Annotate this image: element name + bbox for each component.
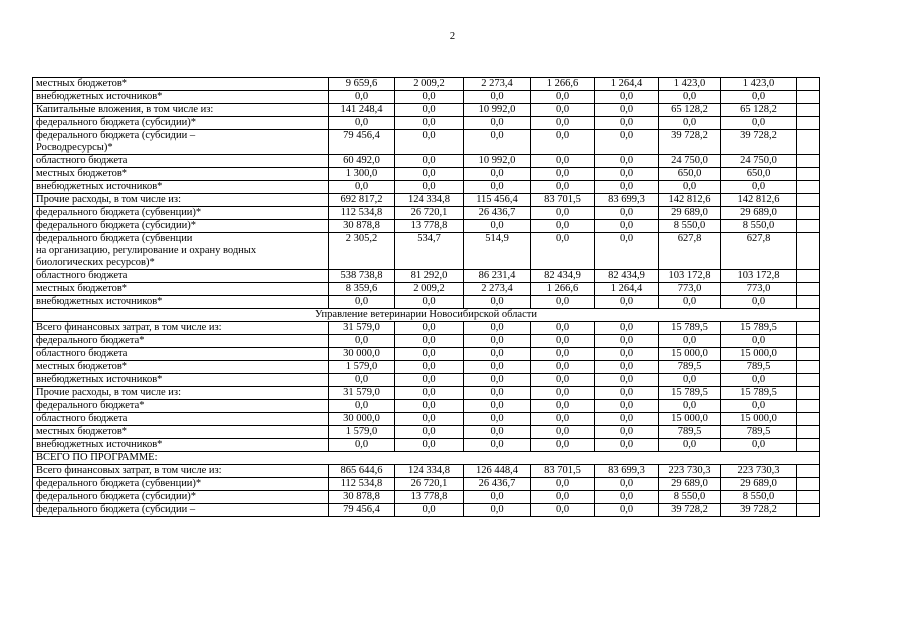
value-cell: [797, 296, 820, 309]
value-cell: 15 789,5: [659, 322, 721, 335]
value-cell: 31 579,0: [329, 322, 395, 335]
table-row: [33, 348, 820, 361]
value-cell: 24 750,0: [659, 155, 721, 168]
value-cell: 0,0: [659, 439, 721, 452]
value-cell: 0,0: [721, 335, 797, 348]
value-cell: 538 738,8: [329, 270, 395, 283]
value-cell: 0,0: [531, 504, 595, 517]
value-cell: 0,0: [531, 168, 595, 181]
value-cell: 30 000,0: [329, 348, 395, 361]
value-cell: 112 534,8: [329, 207, 395, 220]
table-row: [33, 168, 820, 181]
value-cell: 29 689,0: [721, 478, 797, 491]
value-cell: [797, 117, 820, 130]
value-cell: 0,0: [595, 374, 659, 387]
table-row: [33, 220, 820, 233]
value-cell: 0,0: [531, 361, 595, 374]
value-cell: 0,0: [464, 413, 531, 426]
value-cell: 0,0: [595, 296, 659, 309]
value-cell: 1 264,4: [595, 283, 659, 296]
value-cell: [797, 400, 820, 413]
row-label: Всего финансовых затрат, в том числе из:: [33, 322, 329, 335]
value-cell: 627,8: [659, 233, 721, 270]
row-label: местных бюджетов*: [33, 78, 329, 91]
row-label: внебюджетных источников*: [33, 91, 329, 104]
value-cell: 0,0: [595, 91, 659, 104]
value-cell: 0,0: [464, 374, 531, 387]
value-cell: 112 534,8: [329, 478, 395, 491]
value-cell: 39 728,2: [721, 504, 797, 517]
value-cell: 0,0: [531, 296, 595, 309]
value-cell: 0,0: [531, 155, 595, 168]
value-cell: [797, 91, 820, 104]
value-cell: 1 423,0: [721, 78, 797, 91]
table-row: [33, 91, 820, 104]
value-cell: 2 009,2: [395, 78, 464, 91]
value-cell: 0,0: [721, 91, 797, 104]
value-cell: [797, 104, 820, 117]
value-cell: 0,0: [329, 296, 395, 309]
table-row: [33, 426, 820, 439]
row-label: областного бюджета: [33, 348, 329, 361]
value-cell: 0,0: [464, 335, 531, 348]
value-cell: 1 423,0: [659, 78, 721, 91]
value-cell: 1 579,0: [329, 426, 395, 439]
value-cell: [797, 322, 820, 335]
value-cell: 0,0: [464, 91, 531, 104]
value-cell: 0,0: [395, 413, 464, 426]
value-cell: 79 456,4: [329, 130, 395, 155]
value-cell: 0,0: [395, 181, 464, 194]
value-cell: 0,0: [595, 400, 659, 413]
value-cell: 0,0: [721, 117, 797, 130]
value-cell: [797, 78, 820, 91]
value-cell: 15 000,0: [659, 413, 721, 426]
row-label: федерального бюджета (субвенции)*: [33, 207, 329, 220]
row-label: Капитальные вложения, в том числе из:: [33, 104, 329, 117]
row-label: областного бюджета: [33, 155, 329, 168]
value-cell: 0,0: [531, 491, 595, 504]
value-cell: [797, 130, 820, 155]
value-cell: 0,0: [595, 335, 659, 348]
value-cell: 0,0: [395, 426, 464, 439]
value-cell: 0,0: [464, 361, 531, 374]
value-cell: 82 434,9: [595, 270, 659, 283]
row-label: местных бюджетов*: [33, 283, 329, 296]
value-cell: [797, 491, 820, 504]
value-cell: 0,0: [395, 91, 464, 104]
value-cell: 15 789,5: [721, 387, 797, 400]
value-cell: 0,0: [531, 387, 595, 400]
value-cell: 31 579,0: [329, 387, 395, 400]
value-cell: 15 789,5: [659, 387, 721, 400]
value-cell: 0,0: [464, 400, 531, 413]
table-row: [33, 335, 820, 348]
value-cell: 0,0: [531, 220, 595, 233]
value-cell: 0,0: [329, 400, 395, 413]
value-cell: 0,0: [595, 478, 659, 491]
value-cell: 627,8: [721, 233, 797, 270]
value-cell: 789,5: [721, 426, 797, 439]
value-cell: 0,0: [531, 91, 595, 104]
value-cell: 26 436,7: [464, 478, 531, 491]
value-cell: 692 817,2: [329, 194, 395, 207]
value-cell: 83 701,5: [531, 465, 595, 478]
row-label: федерального бюджета (субсидии)*: [33, 117, 329, 130]
table-row: [33, 104, 820, 117]
budget-table: [32, 77, 820, 517]
row-label: местных бюджетов*: [33, 426, 329, 439]
value-cell: 29 689,0: [659, 207, 721, 220]
section-header-row: [33, 309, 820, 322]
value-cell: 30 878,8: [329, 220, 395, 233]
value-cell: 30 000,0: [329, 413, 395, 426]
value-cell: 534,7: [395, 233, 464, 270]
value-cell: 82 434,9: [531, 270, 595, 283]
value-cell: 1 579,0: [329, 361, 395, 374]
value-cell: 2 305,2: [329, 233, 395, 270]
table-row: [33, 233, 820, 270]
table-row: [33, 387, 820, 400]
value-cell: 65 128,2: [659, 104, 721, 117]
value-cell: 0,0: [531, 439, 595, 452]
row-label: Прочие расходы, в том числе из:: [33, 387, 329, 400]
value-cell: 0,0: [595, 233, 659, 270]
row-label: внебюджетных источников*: [33, 296, 329, 309]
value-cell: [797, 207, 820, 220]
value-cell: 0,0: [595, 413, 659, 426]
table-row: [33, 130, 820, 155]
row-label: федерального бюджета (субсидии)*: [33, 220, 329, 233]
value-cell: 0,0: [464, 426, 531, 439]
value-cell: 0,0: [329, 439, 395, 452]
value-cell: [797, 233, 820, 270]
value-cell: 0,0: [464, 348, 531, 361]
value-cell: [797, 504, 820, 517]
value-cell: 0,0: [464, 322, 531, 335]
row-label: федерального бюджета*: [33, 400, 329, 413]
value-cell: 0,0: [395, 400, 464, 413]
value-cell: 0,0: [329, 181, 395, 194]
table-row: [33, 181, 820, 194]
row-label: внебюджетных источников*: [33, 374, 329, 387]
table-row: [33, 270, 820, 283]
value-cell: 0,0: [464, 220, 531, 233]
value-cell: 0,0: [464, 130, 531, 155]
page-number: 2: [449, 31, 456, 42]
value-cell: 86 231,4: [464, 270, 531, 283]
value-cell: 0,0: [395, 504, 464, 517]
value-cell: 0,0: [531, 348, 595, 361]
value-cell: 0,0: [531, 426, 595, 439]
value-cell: 0,0: [464, 491, 531, 504]
value-cell: 0,0: [595, 220, 659, 233]
value-cell: 0,0: [531, 335, 595, 348]
value-cell: 103 172,8: [659, 270, 721, 283]
value-cell: 0,0: [721, 400, 797, 413]
value-cell: 26 720,1: [395, 478, 464, 491]
value-cell: [797, 181, 820, 194]
value-cell: 124 334,8: [395, 194, 464, 207]
value-cell: 29 689,0: [721, 207, 797, 220]
value-cell: 60 492,0: [329, 155, 395, 168]
value-cell: 0,0: [595, 104, 659, 117]
table-row: [33, 413, 820, 426]
value-cell: 15 000,0: [721, 413, 797, 426]
value-cell: 0,0: [464, 181, 531, 194]
value-cell: 103 172,8: [721, 270, 797, 283]
row-label: федерального бюджета (субвенции на организацию, регулирование и охрану водных биологических ресурсов)*: [33, 233, 329, 270]
value-cell: [797, 374, 820, 387]
row-label: федерального бюджета (субвенции)*: [33, 478, 329, 491]
value-cell: 124 334,8: [395, 465, 464, 478]
table-row: [33, 194, 820, 207]
value-cell: 0,0: [659, 374, 721, 387]
value-cell: 0,0: [595, 387, 659, 400]
value-cell: 0,0: [395, 361, 464, 374]
value-cell: 650,0: [659, 168, 721, 181]
value-cell: 30 878,8: [329, 491, 395, 504]
row-label: федерального бюджета (субсидии – Росводресурсы)*: [33, 130, 329, 155]
value-cell: 13 778,8: [395, 220, 464, 233]
value-cell: 0,0: [329, 374, 395, 387]
value-cell: 0,0: [464, 117, 531, 130]
value-cell: 0,0: [595, 348, 659, 361]
value-cell: 0,0: [531, 130, 595, 155]
value-cell: 26 436,7: [464, 207, 531, 220]
value-cell: 9 659,6: [329, 78, 395, 91]
value-cell: 789,5: [659, 426, 721, 439]
value-cell: 0,0: [595, 361, 659, 374]
value-cell: 0,0: [531, 400, 595, 413]
value-cell: 0,0: [659, 91, 721, 104]
value-cell: 0,0: [595, 207, 659, 220]
value-cell: 789,5: [721, 361, 797, 374]
value-cell: 0,0: [595, 439, 659, 452]
row-label: Всего финансовых затрат, в том числе из:: [33, 465, 329, 478]
value-cell: 0,0: [395, 168, 464, 181]
value-cell: [797, 194, 820, 207]
table-row: [33, 155, 820, 168]
value-cell: 0,0: [329, 335, 395, 348]
value-cell: 2 273,4: [464, 283, 531, 296]
value-cell: 8 550,0: [659, 491, 721, 504]
value-cell: 15 000,0: [721, 348, 797, 361]
value-cell: 0,0: [395, 117, 464, 130]
value-cell: 0,0: [329, 117, 395, 130]
value-cell: [797, 426, 820, 439]
value-cell: 0,0: [395, 104, 464, 117]
row-label: областного бюджета: [33, 270, 329, 283]
value-cell: 0,0: [721, 439, 797, 452]
value-cell: 650,0: [721, 168, 797, 181]
value-cell: 0,0: [721, 374, 797, 387]
section-header-row: [33, 452, 820, 465]
value-cell: 0,0: [531, 413, 595, 426]
value-cell: 1 266,6: [531, 78, 595, 91]
value-cell: [797, 168, 820, 181]
value-cell: 0,0: [395, 374, 464, 387]
value-cell: 0,0: [595, 322, 659, 335]
table-row: [33, 400, 820, 413]
table-row: [33, 491, 820, 504]
value-cell: 1 264,4: [595, 78, 659, 91]
value-cell: 13 778,8: [395, 491, 464, 504]
budget-table-body: [33, 78, 820, 517]
row-label: областного бюджета: [33, 413, 329, 426]
value-cell: 10 992,0: [464, 155, 531, 168]
value-cell: 26 720,1: [395, 207, 464, 220]
value-cell: [797, 361, 820, 374]
value-cell: 0,0: [531, 181, 595, 194]
value-cell: 15 789,5: [721, 322, 797, 335]
table-row: [33, 207, 820, 220]
value-cell: [797, 413, 820, 426]
value-cell: 83 699,3: [595, 194, 659, 207]
value-cell: 0,0: [595, 117, 659, 130]
value-cell: 0,0: [464, 504, 531, 517]
value-cell: 8 550,0: [721, 220, 797, 233]
value-cell: [797, 478, 820, 491]
value-cell: 0,0: [659, 296, 721, 309]
table-row: [33, 78, 820, 91]
value-cell: [797, 220, 820, 233]
value-cell: 0,0: [595, 426, 659, 439]
value-cell: 8 359,6: [329, 283, 395, 296]
value-cell: 0,0: [464, 387, 531, 400]
value-cell: [797, 465, 820, 478]
value-cell: 0,0: [464, 296, 531, 309]
value-cell: 0,0: [395, 387, 464, 400]
table-row: [33, 117, 820, 130]
value-cell: [797, 348, 820, 361]
section-title: Управление ветеринарии Новосибирской области: [33, 309, 820, 322]
table-row: [33, 322, 820, 335]
value-cell: 0,0: [595, 155, 659, 168]
row-label: местных бюджетов*: [33, 361, 329, 374]
value-cell: 79 456,4: [329, 504, 395, 517]
value-cell: 865 644,6: [329, 465, 395, 478]
value-cell: 0,0: [721, 296, 797, 309]
value-cell: 2 009,2: [395, 283, 464, 296]
value-cell: 0,0: [531, 374, 595, 387]
value-cell: 29 689,0: [659, 478, 721, 491]
value-cell: [797, 270, 820, 283]
value-cell: 0,0: [395, 348, 464, 361]
value-cell: 1 300,0: [329, 168, 395, 181]
value-cell: 39 728,2: [659, 504, 721, 517]
row-label: внебюджетных источников*: [33, 181, 329, 194]
value-cell: 0,0: [531, 322, 595, 335]
value-cell: 0,0: [531, 117, 595, 130]
value-cell: 0,0: [595, 168, 659, 181]
value-cell: 126 448,4: [464, 465, 531, 478]
row-label: местных бюджетов*: [33, 168, 329, 181]
value-cell: 83 699,3: [595, 465, 659, 478]
value-cell: [797, 335, 820, 348]
value-cell: 10 992,0: [464, 104, 531, 117]
value-cell: 0,0: [721, 181, 797, 194]
value-cell: 0,0: [395, 439, 464, 452]
value-cell: 83 701,5: [531, 194, 595, 207]
value-cell: 773,0: [721, 283, 797, 296]
value-cell: 141 248,4: [329, 104, 395, 117]
value-cell: 773,0: [659, 283, 721, 296]
value-cell: 8 550,0: [721, 491, 797, 504]
value-cell: 142 812,6: [721, 194, 797, 207]
value-cell: 115 456,4: [464, 194, 531, 207]
value-cell: 65 128,2: [721, 104, 797, 117]
value-cell: 0,0: [395, 130, 464, 155]
value-cell: 39 728,2: [659, 130, 721, 155]
row-label: Прочие расходы, в том числе из:: [33, 194, 329, 207]
value-cell: 2 273,4: [464, 78, 531, 91]
value-cell: 39 728,2: [721, 130, 797, 155]
value-cell: 1 266,6: [531, 283, 595, 296]
value-cell: 0,0: [595, 504, 659, 517]
value-cell: 0,0: [395, 155, 464, 168]
table-row: [33, 361, 820, 374]
table-row: [33, 504, 820, 517]
section-title: ВСЕГО ПО ПРОГРАММЕ:: [33, 452, 820, 465]
row-label: федерального бюджета*: [33, 335, 329, 348]
value-cell: 514,9: [464, 233, 531, 270]
value-cell: 24 750,0: [721, 155, 797, 168]
value-cell: 223 730,3: [659, 465, 721, 478]
value-cell: 0,0: [531, 233, 595, 270]
value-cell: [797, 283, 820, 296]
value-cell: 0,0: [395, 335, 464, 348]
value-cell: 0,0: [464, 439, 531, 452]
value-cell: 0,0: [659, 181, 721, 194]
value-cell: 0,0: [659, 335, 721, 348]
value-cell: 223 730,3: [721, 465, 797, 478]
table-row: [33, 283, 820, 296]
value-cell: 0,0: [395, 322, 464, 335]
value-cell: 0,0: [595, 130, 659, 155]
value-cell: 0,0: [395, 296, 464, 309]
value-cell: 8 550,0: [659, 220, 721, 233]
value-cell: 0,0: [595, 491, 659, 504]
value-cell: 0,0: [531, 478, 595, 491]
value-cell: 0,0: [464, 168, 531, 181]
value-cell: 789,5: [659, 361, 721, 374]
value-cell: 0,0: [659, 117, 721, 130]
row-label: федерального бюджета (субсидии –: [33, 504, 329, 517]
value-cell: 15 000,0: [659, 348, 721, 361]
value-cell: 0,0: [595, 181, 659, 194]
table-row: [33, 374, 820, 387]
value-cell: 0,0: [659, 400, 721, 413]
value-cell: 81 292,0: [395, 270, 464, 283]
row-label: федерального бюджета (субсидии)*: [33, 491, 329, 504]
value-cell: 142 812,6: [659, 194, 721, 207]
table-row: [33, 465, 820, 478]
value-cell: [797, 155, 820, 168]
table-row: [33, 296, 820, 309]
value-cell: [797, 439, 820, 452]
value-cell: 0,0: [329, 91, 395, 104]
table-row: [33, 439, 820, 452]
value-cell: 0,0: [531, 207, 595, 220]
value-cell: [797, 387, 820, 400]
table-row: [33, 478, 820, 491]
row-label: внебюджетных источников*: [33, 439, 329, 452]
value-cell: 0,0: [531, 104, 595, 117]
